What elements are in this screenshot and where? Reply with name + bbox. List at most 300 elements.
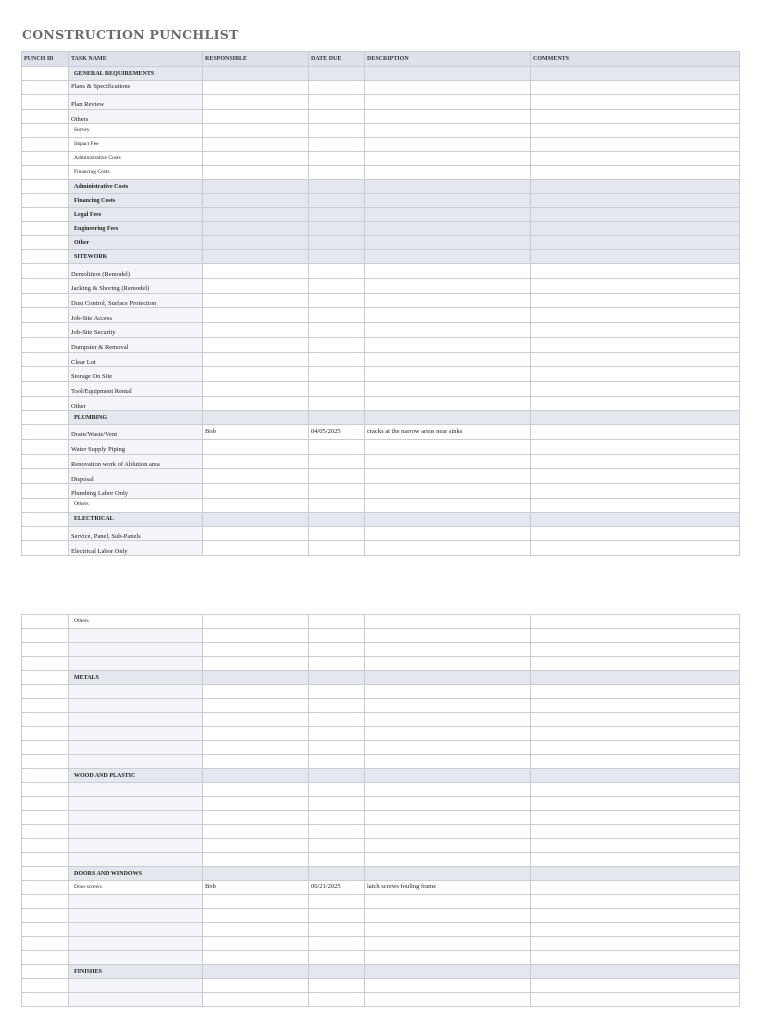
comments-cell[interactable] xyxy=(531,180,740,194)
comments-cell[interactable] xyxy=(531,615,740,629)
punch-id-cell[interactable] xyxy=(22,81,69,95)
section-title[interactable]: PLUMBING xyxy=(69,411,203,425)
date-due-cell[interactable] xyxy=(309,250,365,264)
responsible-cell[interactable] xyxy=(203,671,309,685)
date-due-cell[interactable] xyxy=(309,965,365,979)
responsible-cell[interactable] xyxy=(203,138,309,152)
punch-id-cell[interactable] xyxy=(22,512,69,526)
responsible-cell[interactable] xyxy=(203,699,309,713)
responsible-cell[interactable] xyxy=(203,629,309,643)
task-name-cell[interactable]: Plan Review xyxy=(69,95,203,110)
comments-cell[interactable] xyxy=(531,699,740,713)
task-name-cell[interactable]: Clear Lot xyxy=(69,352,203,367)
task-name-cell[interactable]: Renovation work of Ablution area xyxy=(69,454,203,469)
punch-id-cell[interactable] xyxy=(22,979,69,993)
punch-id-cell[interactable] xyxy=(22,236,69,250)
punch-id-cell[interactable] xyxy=(22,279,69,294)
description-cell[interactable] xyxy=(365,469,531,484)
date-due-cell[interactable] xyxy=(309,937,365,951)
task-name-cell[interactable]: Other xyxy=(69,396,203,411)
responsible-cell[interactable] xyxy=(203,81,309,95)
section-title[interactable]: DOORS AND WINDOWS xyxy=(69,867,203,881)
description-cell[interactable] xyxy=(365,541,531,556)
description-cell[interactable] xyxy=(365,615,531,629)
punch-id-cell[interactable] xyxy=(22,853,69,867)
responsible-cell[interactable] xyxy=(203,236,309,250)
description-cell[interactable] xyxy=(365,352,531,367)
punch-id-cell[interactable] xyxy=(22,993,69,1007)
task-name-cell[interactable]: Survey xyxy=(69,124,203,138)
responsible-cell[interactable] xyxy=(203,895,309,909)
description-cell[interactable] xyxy=(365,923,531,937)
task-name-cell[interactable] xyxy=(69,895,203,909)
description-cell[interactable] xyxy=(365,411,531,425)
comments-cell[interactable] xyxy=(531,923,740,937)
comments-cell[interactable] xyxy=(531,454,740,469)
comments-cell[interactable] xyxy=(531,629,740,643)
date-due-cell[interactable] xyxy=(309,839,365,853)
description-cell[interactable] xyxy=(365,629,531,643)
task-name-cell[interactable]: Jacking & Shoring (Remodel) xyxy=(69,279,203,294)
punch-id-cell[interactable] xyxy=(22,615,69,629)
date-due-cell[interactable] xyxy=(309,853,365,867)
task-name-cell[interactable]: Drain/Waste/Vent xyxy=(69,425,203,440)
date-due-cell[interactable] xyxy=(309,498,365,512)
comments-cell[interactable] xyxy=(531,727,740,741)
responsible-cell[interactable] xyxy=(203,498,309,512)
responsible-cell[interactable] xyxy=(203,367,309,382)
punch-id-cell[interactable] xyxy=(22,166,69,180)
date-due-cell[interactable] xyxy=(309,615,365,629)
task-name-cell[interactable]: Dumpster & Removal xyxy=(69,337,203,352)
description-cell[interactable]: latch screws fouling frame xyxy=(365,881,531,895)
comments-cell[interactable] xyxy=(531,138,740,152)
comments-cell[interactable] xyxy=(531,783,740,797)
date-due-cell[interactable] xyxy=(309,279,365,294)
comments-cell[interactable] xyxy=(531,965,740,979)
comments-cell[interactable] xyxy=(531,152,740,166)
responsible-cell[interactable] xyxy=(203,67,309,81)
task-name-cell[interactable]: Others xyxy=(69,109,203,124)
punch-id-cell[interactable] xyxy=(22,867,69,881)
comments-cell[interactable] xyxy=(531,293,740,308)
responsible-cell[interactable] xyxy=(203,381,309,396)
task-name-cell[interactable] xyxy=(69,657,203,671)
description-cell[interactable] xyxy=(365,396,531,411)
description-cell[interactable] xyxy=(365,671,531,685)
task-name-cell[interactable] xyxy=(69,979,203,993)
comments-cell[interactable] xyxy=(531,367,740,382)
task-name-cell[interactable] xyxy=(69,923,203,937)
responsible-cell[interactable] xyxy=(203,853,309,867)
comments-cell[interactable] xyxy=(531,109,740,124)
responsible-cell[interactable] xyxy=(203,180,309,194)
responsible-cell[interactable] xyxy=(203,755,309,769)
description-cell[interactable] xyxy=(365,194,531,208)
responsible-cell[interactable] xyxy=(203,965,309,979)
date-due-cell[interactable] xyxy=(309,797,365,811)
description-cell[interactable] xyxy=(365,367,531,382)
responsible-cell[interactable] xyxy=(203,484,309,499)
task-name-cell[interactable]: Water Supply Piping xyxy=(69,439,203,454)
punch-id-cell[interactable] xyxy=(22,923,69,937)
comments-cell[interactable] xyxy=(531,512,740,526)
date-due-cell[interactable] xyxy=(309,95,365,110)
description-cell[interactable] xyxy=(365,713,531,727)
comments-cell[interactable] xyxy=(531,352,740,367)
responsible-cell[interactable] xyxy=(203,979,309,993)
comments-cell[interactable] xyxy=(531,937,740,951)
description-cell[interactable] xyxy=(365,180,531,194)
task-name-cell[interactable]: Impact Fee xyxy=(69,138,203,152)
comments-cell[interactable] xyxy=(531,685,740,699)
description-cell[interactable] xyxy=(365,67,531,81)
punch-id-cell[interactable] xyxy=(22,498,69,512)
task-name-cell[interactable] xyxy=(69,783,203,797)
responsible-cell[interactable] xyxy=(203,685,309,699)
description-cell[interactable] xyxy=(365,323,531,338)
responsible-cell[interactable] xyxy=(203,469,309,484)
date-due-cell[interactable] xyxy=(309,643,365,657)
date-due-cell[interactable] xyxy=(309,755,365,769)
section-title[interactable]: Administrative Costs xyxy=(69,180,203,194)
punch-id-cell[interactable] xyxy=(22,138,69,152)
description-cell[interactable] xyxy=(365,95,531,110)
punch-id-cell[interactable] xyxy=(22,755,69,769)
task-name-cell[interactable] xyxy=(69,811,203,825)
task-name-cell[interactable]: Plans & Specifications xyxy=(69,81,203,95)
punch-id-cell[interactable] xyxy=(22,308,69,323)
punch-id-cell[interactable] xyxy=(22,741,69,755)
punch-id-cell[interactable] xyxy=(22,222,69,236)
date-due-cell[interactable]: 06/21/2025 xyxy=(309,881,365,895)
date-due-cell[interactable] xyxy=(309,208,365,222)
punch-id-cell[interactable] xyxy=(22,484,69,499)
task-name-cell[interactable]: Door screws xyxy=(69,881,203,895)
task-name-cell[interactable]: Storage On Site xyxy=(69,367,203,382)
punch-id-cell[interactable] xyxy=(22,526,69,541)
responsible-cell[interactable] xyxy=(203,352,309,367)
description-cell[interactable] xyxy=(365,965,531,979)
date-due-cell[interactable] xyxy=(309,236,365,250)
task-name-cell[interactable]: Plumbing Labor Only xyxy=(69,484,203,499)
description-cell[interactable] xyxy=(365,337,531,352)
task-name-cell[interactable]: Job-Site Security xyxy=(69,323,203,338)
date-due-cell[interactable] xyxy=(309,81,365,95)
description-cell[interactable] xyxy=(365,250,531,264)
responsible-cell[interactable] xyxy=(203,783,309,797)
comments-cell[interactable] xyxy=(531,881,740,895)
punch-id-cell[interactable] xyxy=(22,124,69,138)
description-cell[interactable] xyxy=(365,498,531,512)
punch-id-cell[interactable] xyxy=(22,411,69,425)
responsible-cell[interactable] xyxy=(203,657,309,671)
punch-id-cell[interactable] xyxy=(22,825,69,839)
task-name-cell[interactable] xyxy=(69,629,203,643)
section-title[interactable]: Financing Costs xyxy=(69,194,203,208)
description-cell[interactable] xyxy=(365,755,531,769)
task-name-cell[interactable] xyxy=(69,713,203,727)
date-due-cell[interactable] xyxy=(309,293,365,308)
task-name-cell[interactable]: Disposal xyxy=(69,469,203,484)
responsible-cell[interactable] xyxy=(203,308,309,323)
responsible-cell[interactable] xyxy=(203,194,309,208)
section-title[interactable]: Engineering Fees xyxy=(69,222,203,236)
description-cell[interactable] xyxy=(365,484,531,499)
responsible-cell[interactable] xyxy=(203,993,309,1007)
task-name-cell[interactable] xyxy=(69,755,203,769)
responsible-cell[interactable]: Bob xyxy=(203,425,309,440)
comments-cell[interactable] xyxy=(531,124,740,138)
date-due-cell[interactable] xyxy=(309,811,365,825)
task-name-cell[interactable] xyxy=(69,727,203,741)
responsible-cell[interactable] xyxy=(203,867,309,881)
task-name-cell[interactable] xyxy=(69,685,203,699)
punch-id-cell[interactable] xyxy=(22,95,69,110)
comments-cell[interactable] xyxy=(531,839,740,853)
description-cell[interactable] xyxy=(365,264,531,279)
comments-cell[interactable] xyxy=(531,867,740,881)
date-due-cell[interactable] xyxy=(309,685,365,699)
task-name-cell[interactable]: Financing Costs xyxy=(69,166,203,180)
date-due-cell[interactable] xyxy=(309,526,365,541)
date-due-cell[interactable] xyxy=(309,166,365,180)
responsible-cell[interactable] xyxy=(203,923,309,937)
punch-id-cell[interactable] xyxy=(22,541,69,556)
date-due-cell[interactable] xyxy=(309,109,365,124)
responsible-cell[interactable] xyxy=(203,439,309,454)
section-title[interactable]: GENERAL REQUIREMENTS xyxy=(69,67,203,81)
description-cell[interactable] xyxy=(365,867,531,881)
responsible-cell[interactable] xyxy=(203,323,309,338)
comments-cell[interactable] xyxy=(531,657,740,671)
comments-cell[interactable] xyxy=(531,671,740,685)
punch-id-cell[interactable] xyxy=(22,643,69,657)
date-due-cell[interactable] xyxy=(309,909,365,923)
comments-cell[interactable] xyxy=(531,425,740,440)
description-cell[interactable] xyxy=(365,152,531,166)
date-due-cell[interactable] xyxy=(309,439,365,454)
section-title[interactable]: SITEWORK xyxy=(69,250,203,264)
date-due-cell[interactable] xyxy=(309,454,365,469)
description-cell[interactable] xyxy=(365,783,531,797)
date-due-cell[interactable] xyxy=(309,323,365,338)
responsible-cell[interactable] xyxy=(203,937,309,951)
date-due-cell[interactable] xyxy=(309,741,365,755)
responsible-cell[interactable] xyxy=(203,951,309,965)
date-due-cell[interactable] xyxy=(309,825,365,839)
section-title[interactable]: METALS xyxy=(69,671,203,685)
responsible-cell[interactable] xyxy=(203,279,309,294)
responsible-cell[interactable] xyxy=(203,727,309,741)
description-cell[interactable] xyxy=(365,208,531,222)
punch-id-cell[interactable] xyxy=(22,337,69,352)
punch-id-cell[interactable] xyxy=(22,250,69,264)
punch-id-cell[interactable] xyxy=(22,769,69,783)
punch-id-cell[interactable] xyxy=(22,629,69,643)
date-due-cell[interactable] xyxy=(309,895,365,909)
responsible-cell[interactable] xyxy=(203,526,309,541)
task-name-cell[interactable] xyxy=(69,741,203,755)
section-title[interactable]: Legal Fees xyxy=(69,208,203,222)
description-cell[interactable] xyxy=(365,909,531,923)
punch-id-cell[interactable] xyxy=(22,194,69,208)
comments-cell[interactable] xyxy=(531,194,740,208)
date-due-cell[interactable] xyxy=(309,152,365,166)
date-due-cell[interactable] xyxy=(309,629,365,643)
date-due-cell[interactable]: 04/05/2025 xyxy=(309,425,365,440)
task-name-cell[interactable]: Demolition (Remodel) xyxy=(69,264,203,279)
section-title[interactable]: ELECTRICAL xyxy=(69,512,203,526)
responsible-cell[interactable]: Bob xyxy=(203,881,309,895)
section-title[interactable]: FINISHES xyxy=(69,965,203,979)
responsible-cell[interactable] xyxy=(203,643,309,657)
punch-id-cell[interactable] xyxy=(22,671,69,685)
task-name-cell[interactable]: Others xyxy=(69,498,203,512)
punch-id-cell[interactable] xyxy=(22,881,69,895)
comments-cell[interactable] xyxy=(531,797,740,811)
description-cell[interactable] xyxy=(365,439,531,454)
comments-cell[interactable] xyxy=(531,713,740,727)
comments-cell[interactable] xyxy=(531,279,740,294)
comments-cell[interactable] xyxy=(531,909,740,923)
task-name-cell[interactable]: Job-Site Access xyxy=(69,308,203,323)
date-due-cell[interactable] xyxy=(309,411,365,425)
responsible-cell[interactable] xyxy=(203,337,309,352)
date-due-cell[interactable] xyxy=(309,512,365,526)
task-name-cell[interactable] xyxy=(69,643,203,657)
date-due-cell[interactable] xyxy=(309,657,365,671)
comments-cell[interactable] xyxy=(531,381,740,396)
responsible-cell[interactable] xyxy=(203,250,309,264)
punch-id-cell[interactable] xyxy=(22,727,69,741)
description-cell[interactable] xyxy=(365,657,531,671)
description-cell[interactable] xyxy=(365,308,531,323)
task-name-cell[interactable] xyxy=(69,839,203,853)
responsible-cell[interactable] xyxy=(203,615,309,629)
punch-id-cell[interactable] xyxy=(22,454,69,469)
date-due-cell[interactable] xyxy=(309,993,365,1007)
punch-id-cell[interactable] xyxy=(22,425,69,440)
responsible-cell[interactable] xyxy=(203,839,309,853)
task-name-cell[interactable] xyxy=(69,797,203,811)
date-due-cell[interactable] xyxy=(309,194,365,208)
section-title[interactable]: WOOD AND PLASTIC xyxy=(69,769,203,783)
comments-cell[interactable] xyxy=(531,811,740,825)
responsible-cell[interactable] xyxy=(203,264,309,279)
description-cell[interactable] xyxy=(365,166,531,180)
description-cell[interactable] xyxy=(365,279,531,294)
responsible-cell[interactable] xyxy=(203,909,309,923)
responsible-cell[interactable] xyxy=(203,95,309,110)
description-cell[interactable] xyxy=(365,741,531,755)
task-name-cell[interactable]: Tool/Equipment Rental xyxy=(69,381,203,396)
responsible-cell[interactable] xyxy=(203,811,309,825)
date-due-cell[interactable] xyxy=(309,713,365,727)
description-cell[interactable] xyxy=(365,685,531,699)
description-cell[interactable] xyxy=(365,222,531,236)
comments-cell[interactable] xyxy=(531,541,740,556)
date-due-cell[interactable] xyxy=(309,264,365,279)
punch-id-cell[interactable] xyxy=(22,797,69,811)
comments-cell[interactable] xyxy=(531,825,740,839)
task-name-cell[interactable] xyxy=(69,699,203,713)
comments-cell[interactable] xyxy=(531,222,740,236)
task-name-cell[interactable] xyxy=(69,951,203,965)
responsible-cell[interactable] xyxy=(203,109,309,124)
punch-id-cell[interactable] xyxy=(22,439,69,454)
description-cell[interactable] xyxy=(365,124,531,138)
punch-id-cell[interactable] xyxy=(22,208,69,222)
punch-id-cell[interactable] xyxy=(22,937,69,951)
description-cell[interactable] xyxy=(365,825,531,839)
task-name-cell[interactable] xyxy=(69,853,203,867)
punch-id-cell[interactable] xyxy=(22,67,69,81)
task-name-cell[interactable] xyxy=(69,825,203,839)
description-cell[interactable] xyxy=(365,993,531,1007)
description-cell[interactable] xyxy=(365,293,531,308)
comments-cell[interactable] xyxy=(531,67,740,81)
responsible-cell[interactable] xyxy=(203,208,309,222)
date-due-cell[interactable] xyxy=(309,124,365,138)
punch-id-cell[interactable] xyxy=(22,396,69,411)
punch-id-cell[interactable] xyxy=(22,713,69,727)
task-name-cell[interactable]: Electrical Labor Only xyxy=(69,541,203,556)
comments-cell[interactable] xyxy=(531,411,740,425)
punch-id-cell[interactable] xyxy=(22,783,69,797)
section-title[interactable]: Other xyxy=(69,236,203,250)
comments-cell[interactable] xyxy=(531,439,740,454)
comments-cell[interactable] xyxy=(531,979,740,993)
date-due-cell[interactable] xyxy=(309,979,365,993)
description-cell[interactable] xyxy=(365,138,531,152)
responsible-cell[interactable] xyxy=(203,741,309,755)
responsible-cell[interactable] xyxy=(203,411,309,425)
date-due-cell[interactable] xyxy=(309,867,365,881)
description-cell[interactable] xyxy=(365,811,531,825)
task-name-cell[interactable]: Administrative Costs xyxy=(69,152,203,166)
comments-cell[interactable] xyxy=(531,81,740,95)
date-due-cell[interactable] xyxy=(309,381,365,396)
date-due-cell[interactable] xyxy=(309,469,365,484)
comments-cell[interactable] xyxy=(531,396,740,411)
description-cell[interactable] xyxy=(365,951,531,965)
comments-cell[interactable] xyxy=(531,264,740,279)
date-due-cell[interactable] xyxy=(309,180,365,194)
punch-id-cell[interactable] xyxy=(22,469,69,484)
description-cell[interactable] xyxy=(365,937,531,951)
description-cell[interactable] xyxy=(365,769,531,783)
description-cell[interactable] xyxy=(365,109,531,124)
description-cell[interactable] xyxy=(365,512,531,526)
description-cell[interactable] xyxy=(365,797,531,811)
comments-cell[interactable] xyxy=(531,526,740,541)
responsible-cell[interactable] xyxy=(203,797,309,811)
responsible-cell[interactable] xyxy=(203,222,309,236)
date-due-cell[interactable] xyxy=(309,727,365,741)
description-cell[interactable] xyxy=(365,81,531,95)
date-due-cell[interactable] xyxy=(309,923,365,937)
date-due-cell[interactable] xyxy=(309,484,365,499)
date-due-cell[interactable] xyxy=(309,699,365,713)
comments-cell[interactable] xyxy=(531,166,740,180)
date-due-cell[interactable] xyxy=(309,541,365,556)
description-cell[interactable] xyxy=(365,526,531,541)
description-cell[interactable] xyxy=(365,853,531,867)
responsible-cell[interactable] xyxy=(203,512,309,526)
comments-cell[interactable] xyxy=(531,993,740,1007)
description-cell[interactable] xyxy=(365,895,531,909)
